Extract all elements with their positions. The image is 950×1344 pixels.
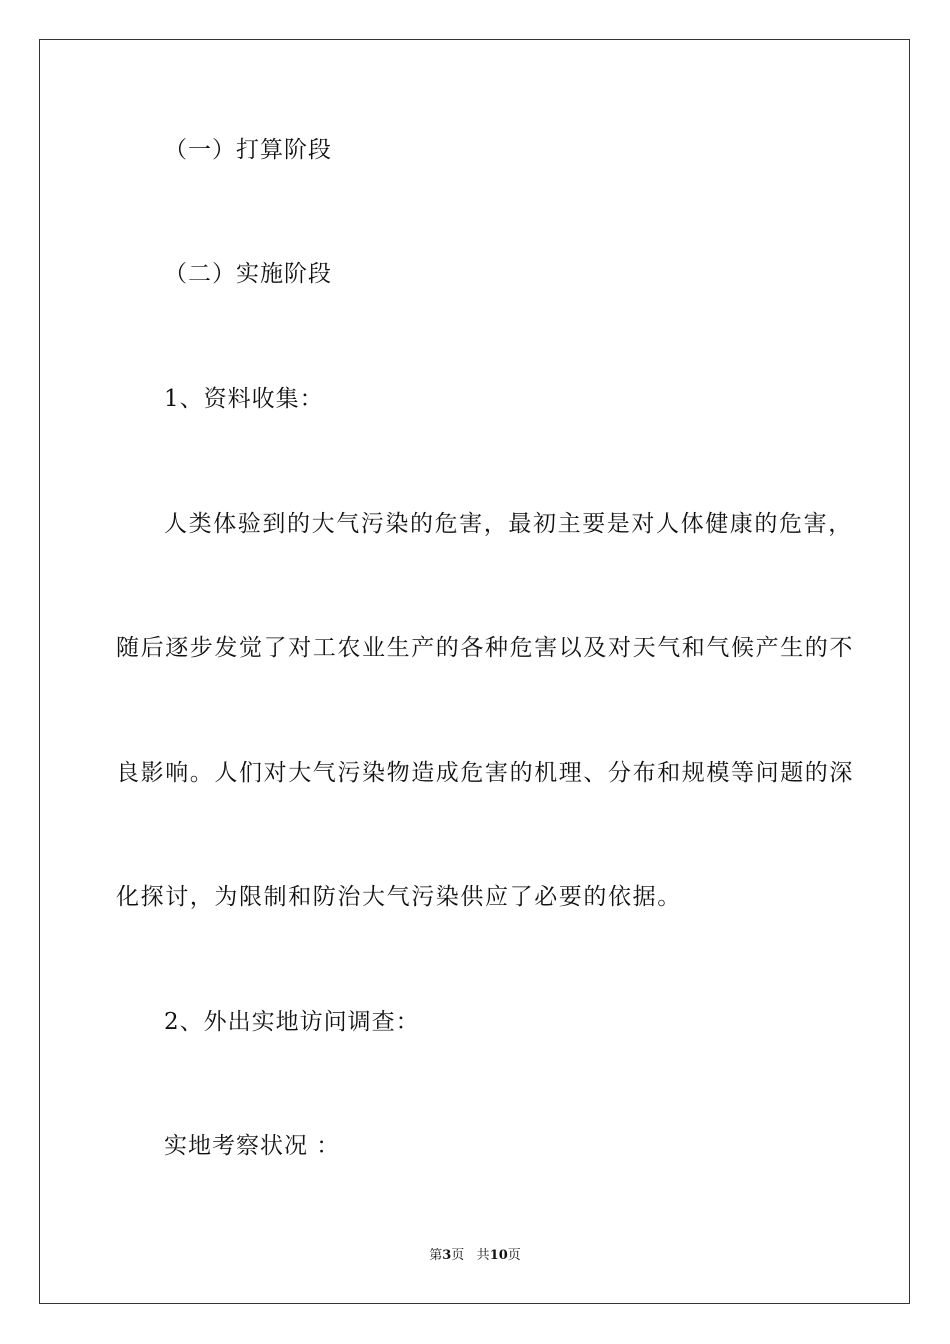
item-heading-data-collection: 1、资料收集：	[164, 386, 324, 412]
footer-prefix: 第	[429, 1248, 443, 1263]
body-text-line: 人类体验到的大气污染的危害，最初主要是对人体健康的危害，	[164, 511, 853, 537]
footer-total-pages: 10	[489, 1248, 508, 1263]
footer-page-suffix: 页	[451, 1248, 465, 1263]
footer-total-suffix: 页	[507, 1248, 521, 1263]
footer-page-number: 3	[442, 1248, 452, 1263]
page-footer	[0, 1247, 950, 1265]
body-text-line: 化探讨，为限制和防治大气污染供应了必要的依据。	[116, 884, 682, 910]
page-border	[39, 39, 910, 1304]
body-text-line: 良影响。人们对大气污染物造成危害的机理、分布和规模等问题的深	[116, 760, 854, 786]
section-heading-implementation: （二）实施阶段	[164, 261, 332, 287]
body-text-line: 随后逐步发觉了对工农业生产的各种危害以及对天气和气候产生的不	[116, 635, 854, 661]
item-heading-site-inspection: 实地考察状况 ：	[164, 1133, 341, 1159]
footer-total-prefix: 共	[476, 1248, 490, 1263]
item-heading-field-survey: 2、外出实地访问调查：	[164, 1009, 420, 1035]
section-heading-planning: （一）打算阶段	[164, 137, 332, 163]
